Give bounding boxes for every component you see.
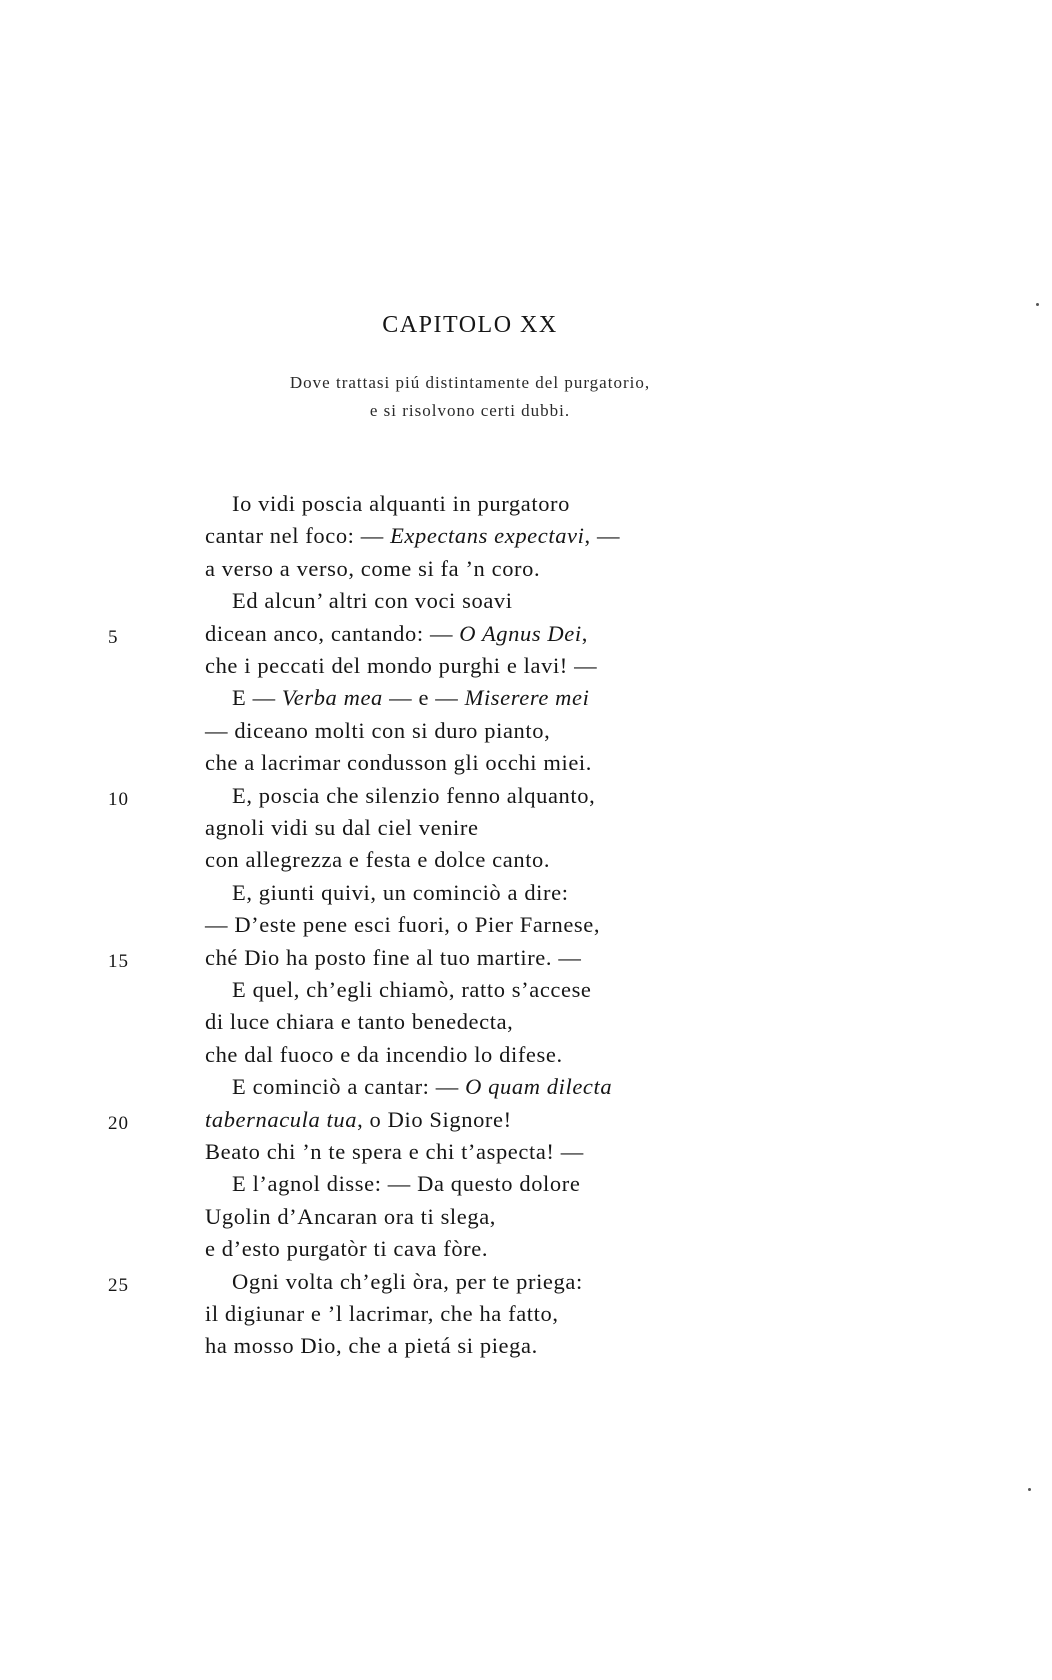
scan-speck bbox=[1028, 1488, 1031, 1491]
verse-text: dicean anco, cantando: — bbox=[205, 621, 460, 646]
verse-text: con allegrezza e festa e dolce canto. bbox=[205, 847, 551, 872]
verse-text: Ed alcun’ altri con voci soavi bbox=[232, 588, 513, 613]
verse-line bbox=[232, 682, 589, 714]
verse-line bbox=[205, 1104, 512, 1136]
verse-text: ha mosso Dio, che a pietá si piega. bbox=[205, 1333, 538, 1358]
verse-line bbox=[205, 1201, 496, 1233]
verse-text: Io vidi poscia alquanti in purgatoro bbox=[232, 491, 570, 516]
verse-text: E, giunti quivi, un cominciò a dire: bbox=[232, 880, 569, 905]
verse-text: — diceano molti con si duro pianto, bbox=[205, 718, 551, 743]
verse-line bbox=[205, 618, 588, 650]
verse-line bbox=[205, 520, 620, 552]
verse-line bbox=[205, 1136, 584, 1168]
verse-text: e d’esto purgatòr ti cava fòre. bbox=[205, 1236, 489, 1261]
verse-line bbox=[205, 1298, 559, 1330]
verse-text: ché Dio ha posto fine al tuo martire. — bbox=[205, 945, 582, 970]
verse-line bbox=[205, 909, 600, 941]
line-number: 5 bbox=[108, 627, 119, 648]
verse-text: il digiunar e ’l lacrimar, che ha fatto, bbox=[205, 1301, 559, 1326]
verse-line bbox=[232, 1266, 583, 1298]
line-number: 20 bbox=[108, 1113, 129, 1134]
verse-text: E — bbox=[232, 685, 282, 710]
verse-line bbox=[205, 844, 550, 876]
verse-line bbox=[232, 780, 595, 812]
verse-text: E cominciò a cantar: — bbox=[232, 1074, 466, 1099]
verse-line bbox=[205, 1233, 488, 1265]
verse-text: che dal fuoco e da incendio lo difese. bbox=[205, 1042, 563, 1067]
line-number: 25 bbox=[108, 1275, 129, 1296]
latin-phrase: O Agnus Dei bbox=[459, 621, 582, 646]
latin-phrase: Miserere mei bbox=[464, 685, 590, 710]
line-number: 15 bbox=[108, 951, 129, 972]
verse-line bbox=[205, 1330, 538, 1362]
verse-text: , o Dio Signore! bbox=[357, 1107, 512, 1132]
chapter-subtitle-line-1: Dove trattasi piú distintamente del purgatorio, bbox=[289, 373, 651, 392]
latin-phrase: Expectans expectavi bbox=[390, 523, 585, 548]
verse-line bbox=[232, 877, 569, 909]
verse-text: , bbox=[581, 621, 588, 646]
verse-line bbox=[205, 747, 592, 779]
line-number: 10 bbox=[108, 789, 129, 810]
verse-text: — D’este pene esci fuori, o Pier Farnese, bbox=[205, 912, 601, 937]
verse-text: — e — bbox=[382, 685, 465, 710]
verse-line bbox=[232, 1168, 580, 1200]
verse-line bbox=[205, 812, 479, 844]
chapter-subtitle-line-2: e si risolvono certi dubbi. bbox=[369, 401, 571, 420]
verse-text: E quel, ch’egli chiamò, ratto s’accese bbox=[232, 977, 592, 1002]
verse-text: Ogni volta ch’egli òra, per te priega: bbox=[232, 1269, 583, 1294]
verse-text: Beato chi ’n te spera e chi t’aspecta! — bbox=[205, 1139, 584, 1164]
verse-text: che i peccati del mondo purghi e lavi! — bbox=[205, 653, 598, 678]
verse-line bbox=[205, 715, 550, 747]
verse-text: di luce chiara e tanto benedecta, bbox=[205, 1009, 514, 1034]
verse-text: cantar nel foco: — bbox=[205, 523, 391, 548]
verse-text: E l’agnol disse: — Da questo dolore bbox=[232, 1171, 581, 1196]
verse-line bbox=[232, 1071, 612, 1103]
verse-line bbox=[232, 585, 513, 617]
verse-line bbox=[232, 974, 592, 1006]
scan-speck bbox=[1036, 303, 1039, 306]
verse-line bbox=[232, 488, 570, 520]
latin-phrase: Verba mea bbox=[281, 685, 383, 710]
chapter-title: CAPITOLO XX bbox=[382, 312, 558, 338]
latin-phrase: tabernacula tua bbox=[205, 1107, 358, 1132]
verse-line bbox=[205, 1006, 513, 1038]
verse-line bbox=[205, 942, 581, 974]
verse-text: Ugolin d’Ancaran ora ti slega, bbox=[205, 1204, 497, 1229]
latin-phrase: O quam dilecta bbox=[465, 1074, 613, 1099]
verse-line bbox=[205, 1039, 563, 1071]
verse-text: che a lacrimar condusson gli occhi miei. bbox=[205, 750, 592, 775]
verse-text: agnoli vidi su dal ciel venire bbox=[205, 815, 479, 840]
verse-line bbox=[205, 650, 597, 682]
verse-text: E, poscia che silenzio fenno alquanto, bbox=[232, 783, 596, 808]
verse-text: a verso a verso, come si fa ’n coro. bbox=[205, 556, 541, 581]
verse-text: , — bbox=[584, 523, 621, 548]
verse-line bbox=[205, 553, 540, 585]
